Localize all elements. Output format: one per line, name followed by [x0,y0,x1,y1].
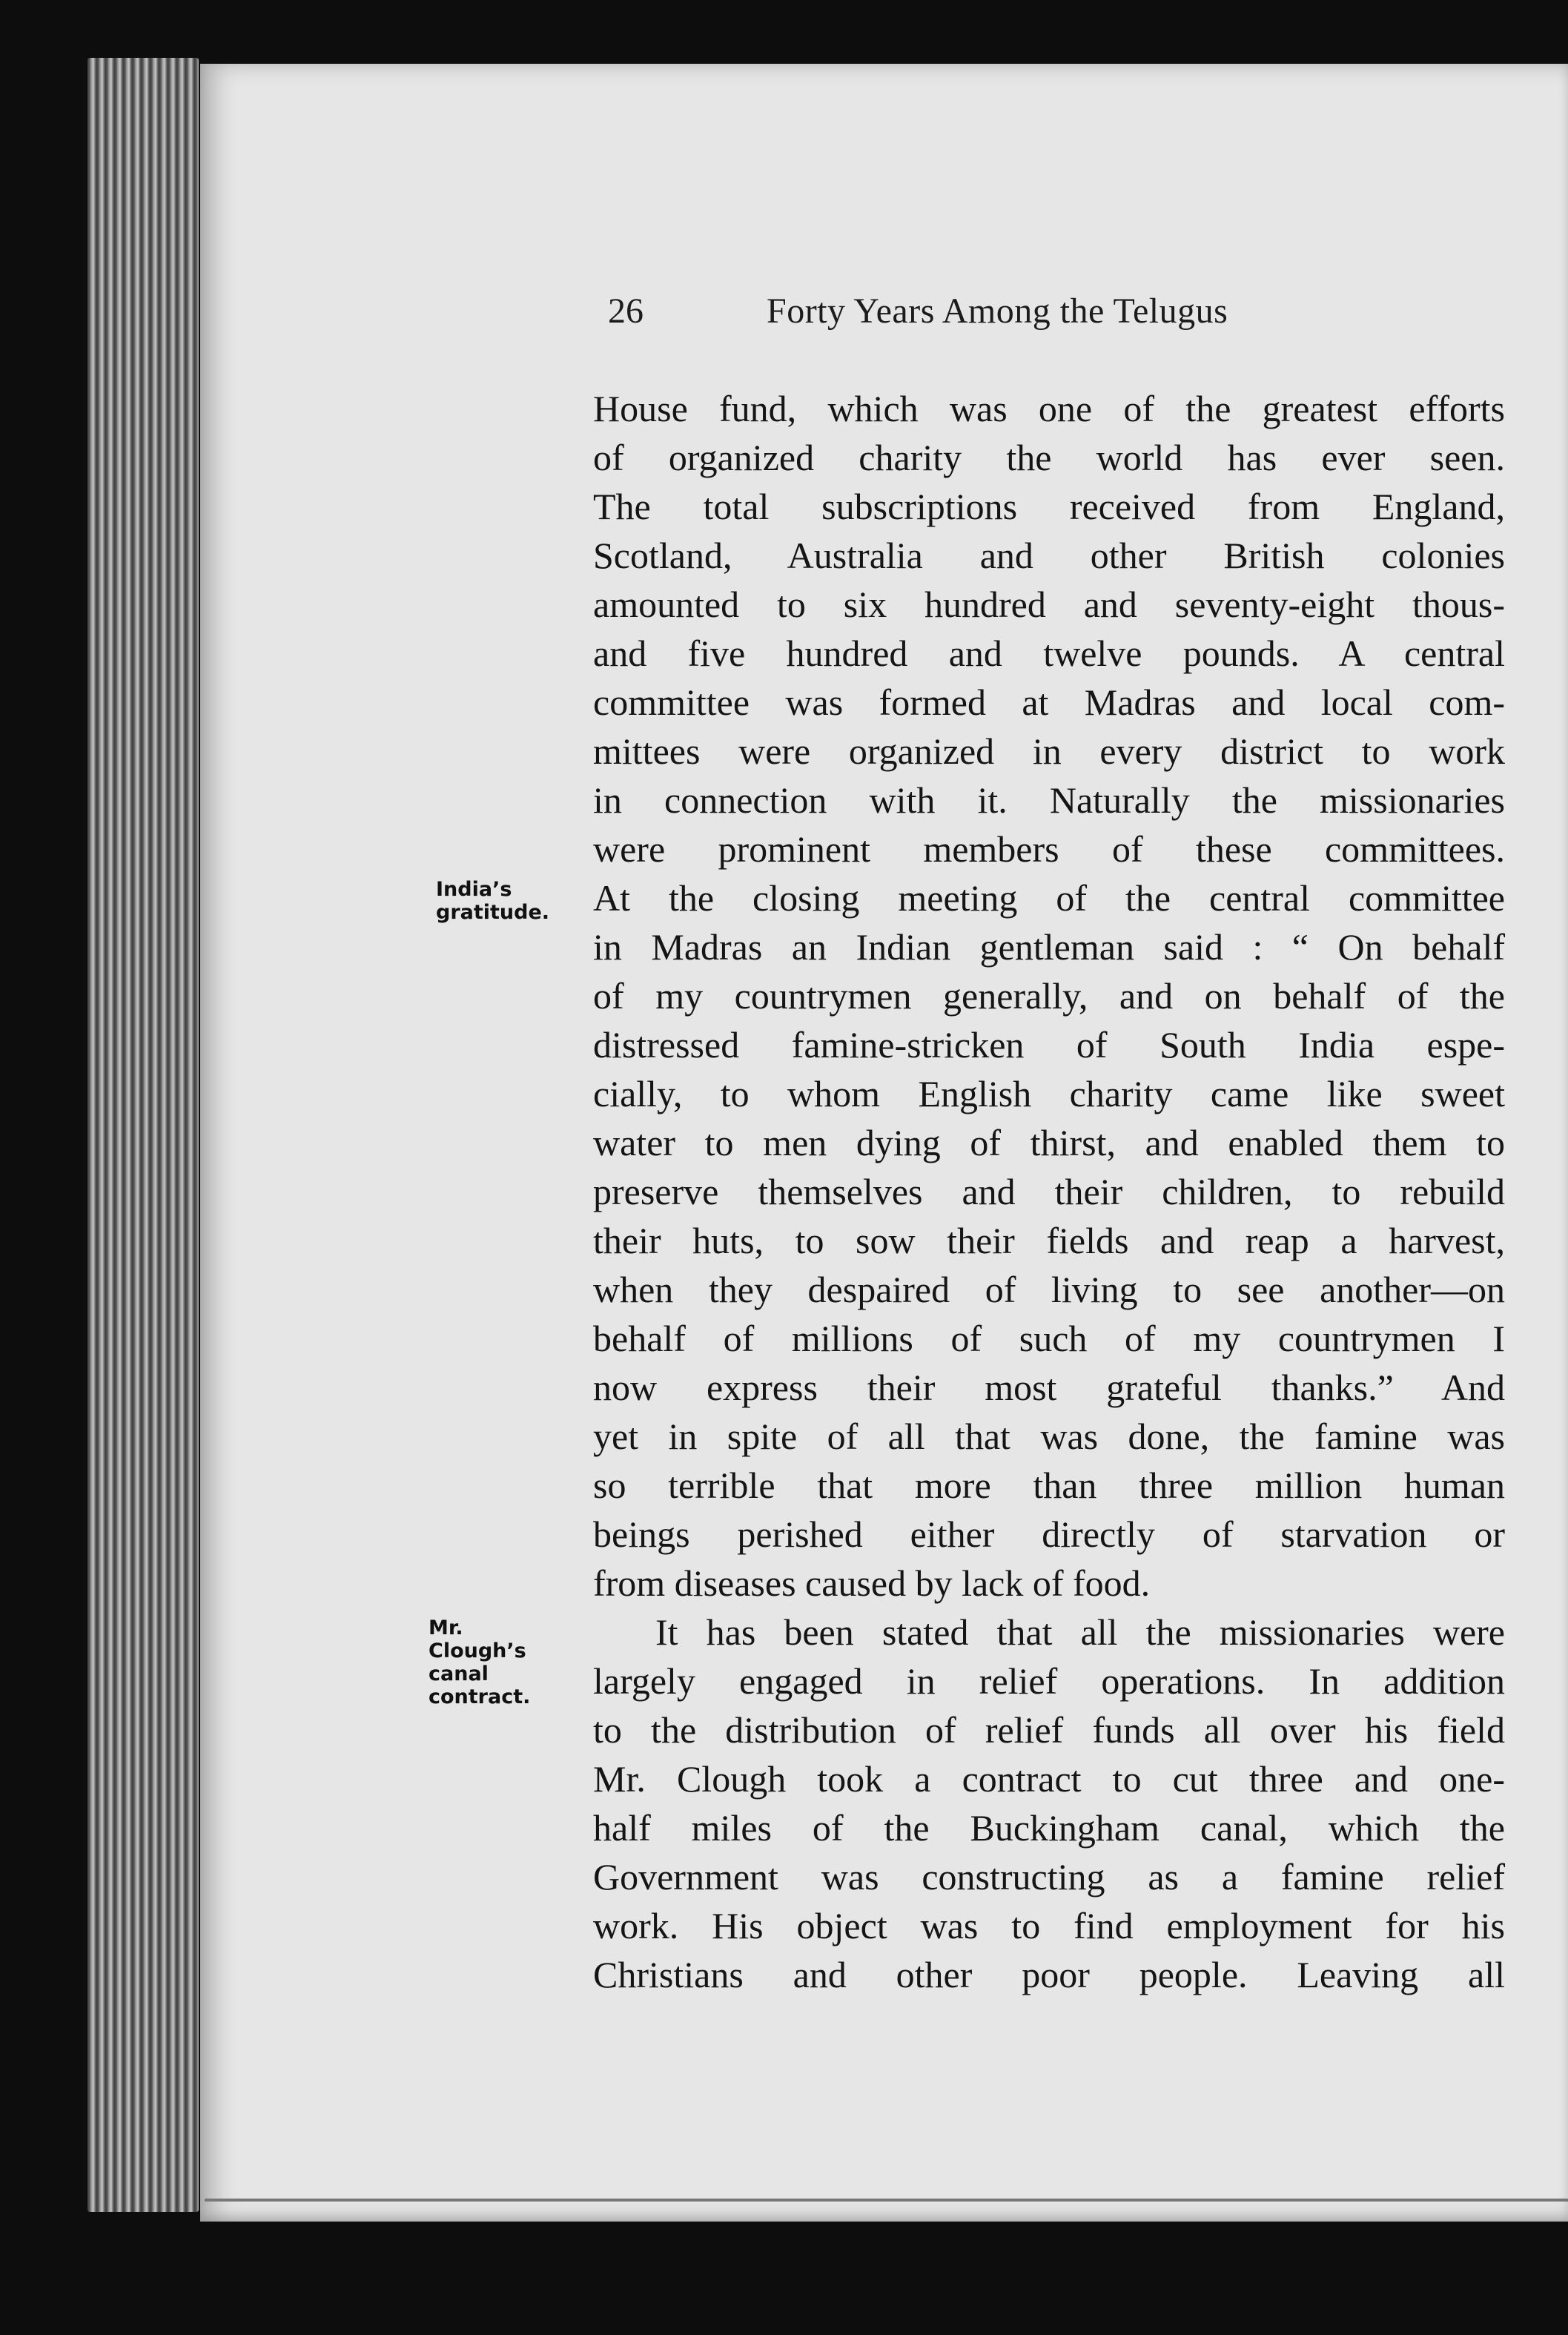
text-line: now express their most grateful thanks.” And [593,1367,1505,1408]
text-line: so terrible that more than three million human [593,1464,1505,1506]
page-number: 26 [608,291,644,331]
margin-note-line: Clough’s [429,1639,526,1662]
text-line: beings perished either directly of starvation or [593,1513,1505,1555]
text-line: to the distribution of relief funds all over his field [593,1709,1505,1751]
text-line: mittees were organized in every district to work [593,730,1505,772]
text-line: It has been stated that all the missionaries were [655,1611,1505,1653]
text-line: cially, to whom English charity came like sweet [593,1073,1505,1114]
text-line: behalf of millions of such of my countrymen I [593,1318,1505,1359]
page-bottom-rule [205,2199,1568,2202]
book-title: Forty Years Among the Telugus [767,291,1228,331]
margin-note-line: gratitude. [436,901,550,924]
text-line: largely engaged in relief operations. In addition [593,1660,1505,1702]
text-line: Scotland, Australia and other British colonies [593,535,1505,576]
text-line: in Madras an Indian gentleman said : “ On behalf [593,926,1505,968]
text-line: water to men dying of thirst, and enabled them to [593,1122,1505,1163]
text-line: half miles of the Buckingham canal, which the [593,1807,1505,1849]
text-line: preserve themselves and their children, to rebuild [593,1171,1505,1212]
body-text [593,384,1505,1999]
text-line: Government was constructing as a famine relief [593,1856,1505,1898]
text-line: from diseases caused by lack of food. [593,1562,1151,1604]
text-line: amounted to six hundred and seventy-eight thous- [593,584,1505,625]
book-page-edges [87,58,199,2212]
text-line: when they despaired of living to see another—on [593,1269,1505,1310]
text-line: Christians and other poor people. Leaving all [593,1954,1505,1995]
text-line: Mr. Clough took a contract to cut three and one- [593,1758,1505,1800]
text-line: yet in spite of all that was done, the famine was [593,1416,1505,1457]
text-line: of my countrymen generally, and on behalf of the [593,975,1505,1017]
margin-note-line: contract. [429,1685,531,1708]
text-line: work. His object was to find employment for his [593,1905,1505,1946]
text-line: House fund, which was one of the greatest efforts [593,388,1505,429]
text-line: distressed famine-stricken of South India espe- [593,1024,1505,1066]
text-line: of organized charity the world has ever seen. [593,437,1505,478]
margin-note-clough-canal [429,1616,530,1708]
text-line: in connection with it. Naturally the missionaries [593,779,1505,821]
text-line: The total subscriptions received from England, [593,486,1505,527]
margin-note-line: India’s [436,878,512,901]
margin-note-indias-gratitude [436,878,549,924]
running-head [608,291,1498,335]
margin-note-line: canal [429,1662,489,1685]
margin-note-line: Mr. [429,1616,463,1639]
text-line: committee was formed at Madras and local com- [593,681,1505,723]
text-line: their huts, to sow their fields and reap a harvest, [593,1220,1505,1261]
text-line: At the closing meeting of the central committee [593,877,1505,919]
text-line: were prominent members of these committees. [593,828,1505,870]
text-line: and five hundred and twelve pounds. A central [593,633,1505,674]
